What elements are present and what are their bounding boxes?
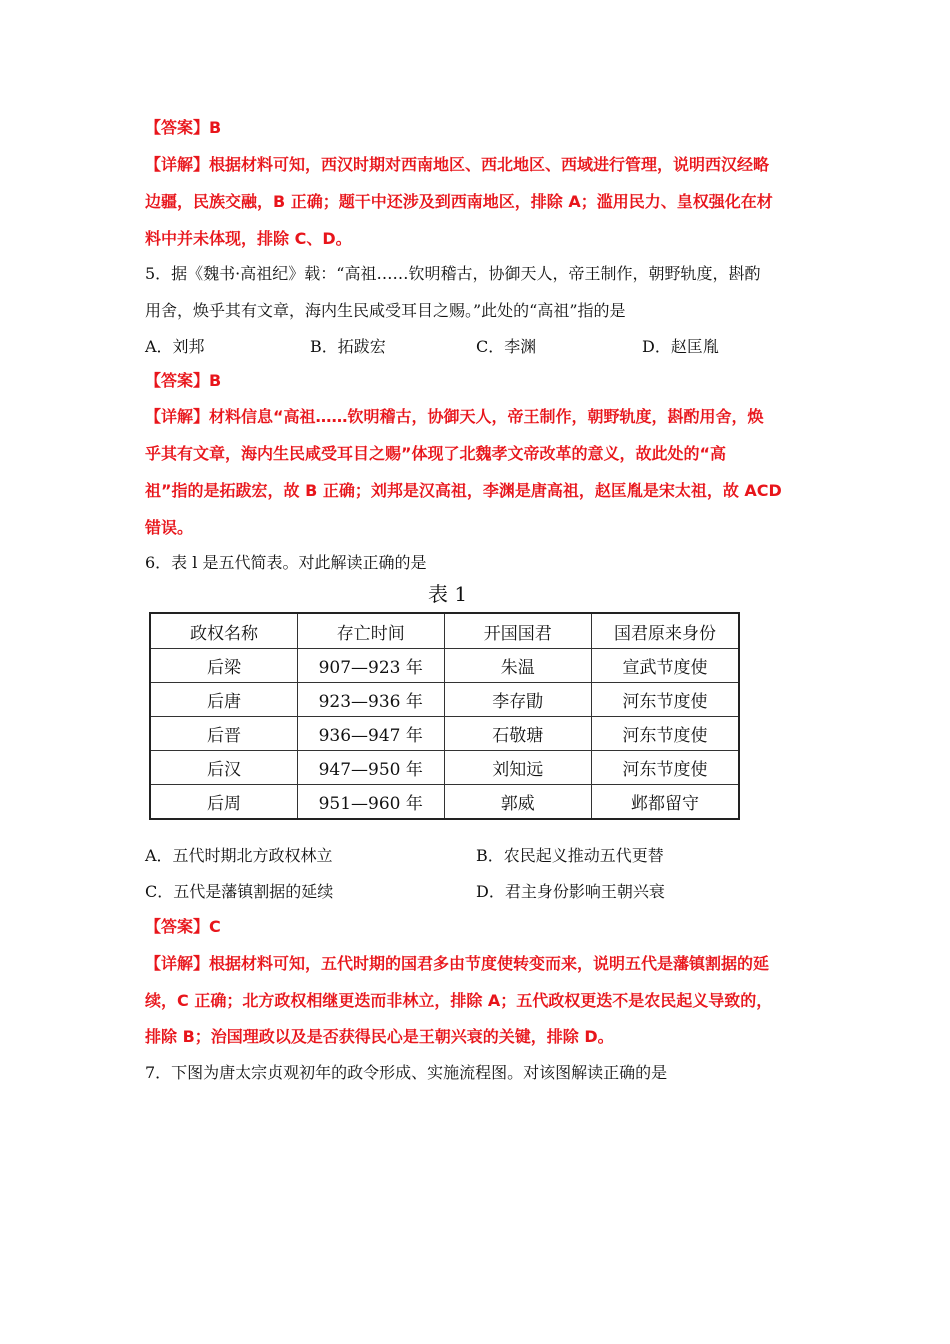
table-row [150,649,739,683]
q5-explain-line-2: 乎其有文章，海内生民咸受耳目之赐”体现了北魏孝文帝改革的意义，故此处的“高 [145,444,727,463]
table-cell: 后梁 [150,649,297,683]
q5-option-c: C．李渊 [476,337,537,356]
table-cell: 河东节度使 [592,683,740,717]
q5-explain-line-1: 【详解】材料信息“高祖……钦明稽古，协御天人，帝王制作，朝野轨度，斟酌用舍，焕 [145,407,764,426]
q5-option-d: D．赵匡胤 [642,337,719,356]
q5-option-b: B．拓跋宏 [310,337,386,356]
table-cell: 后晋 [150,717,297,751]
q6-option-a: A．五代时期北方政权林立 [145,846,333,865]
header-founder-origin: 国君原来身份 [592,613,740,649]
table-cell: 石敬瑭 [444,717,591,751]
table-header-row [150,613,739,649]
q6-option-d: D．君主身份影响王朝兴衰 [476,882,665,901]
q6-explain-line-3: 排除 B；治国理政以及是否获得民心是王朝兴衰的关键，排除 D。 [145,1027,614,1046]
q5-option-a: A．刘邦 [145,337,205,356]
q6-option-c: C．五代是藩镇割据的延续 [145,882,334,901]
table-cell: 邺都留守 [592,785,740,820]
table-cell: 907—923 年 [297,649,444,683]
q4-explain-line-1: 【详解】根据材料可知，西汉时期对西南地区、西北地区、西域进行管理，说明西汉经略 [145,155,770,174]
q5-explain-line-4: 错误。 [145,518,194,537]
table-cell: 951—960 年 [297,785,444,820]
table-cell: 923—936 年 [297,683,444,717]
table-cell: 河东节度使 [592,751,740,785]
table-cell: 宣武节度使 [592,649,740,683]
q4-explain-line-2: 边疆，民族交融，B 正确；题干中还涉及到西南地区，排除 A；滥用民力、皇权强化在材 [145,192,773,211]
q7-stem: 7．下图为唐太宗贞观初年的政令形成、实施流程图。对该图解读正确的是 [145,1063,668,1082]
five-dynasties-table [149,612,740,820]
table-cell: 后唐 [150,683,297,717]
header-duration: 存亡时间 [297,613,444,649]
q5-stem-line-1: 5．据《魏书·高祖纪》载：“高祖……钦明稽古，协御天人，帝王制作，朝野轨度，斟酌 [145,264,761,283]
table-cell: 李存勖 [444,683,591,717]
table-cell: 后汉 [150,751,297,785]
table-cell: 936—947 年 [297,717,444,751]
table-row [150,683,739,717]
q5-explain-line-3: 祖”指的是拓跋宏，故 B 正确；刘邦是汉高祖，李渊是唐高祖，赵匡胤是宋太祖，故 ACD [145,481,782,500]
q6-explain-line-1: 【详解】根据材料可知，五代时期的国君多由节度使转变而来，说明五代是藩镇割据的延 [145,954,770,973]
q5-answer: 【答案】B [145,371,222,390]
table-cell: 河东节度使 [592,717,740,751]
q4-answer: 【答案】B [145,118,222,137]
q4-explain-line-3: 料中并未体现，排除 C、D。 [145,229,352,248]
header-regime-name: 政权名称 [150,613,297,649]
table-row [150,717,739,751]
q6-explain-line-2: 续，C 正确；北方政权相继更迭而非林立，排除 A；五代政权更迭不是农民起义导致的， [145,991,773,1010]
q5-stem-line-2: 用舍，焕乎其有文章，海内生民咸受耳目之赐。”此处的“高祖”指的是 [145,301,626,320]
table-row [150,785,739,820]
table-title: 表 1 [428,582,468,606]
table-row [150,751,739,785]
q6-stem: 6．表 l 是五代简表。对此解读正确的是 [145,553,427,572]
table-cell: 朱温 [444,649,591,683]
table-cell: 郭威 [444,785,591,820]
header-founder: 开国国君 [444,613,591,649]
table-cell: 后周 [150,785,297,820]
table-cell: 947—950 年 [297,751,444,785]
q6-option-b: B．农民起义推动五代更替 [476,846,664,865]
table-cell: 刘知远 [444,751,591,785]
q6-answer: 【答案】C [145,917,221,936]
